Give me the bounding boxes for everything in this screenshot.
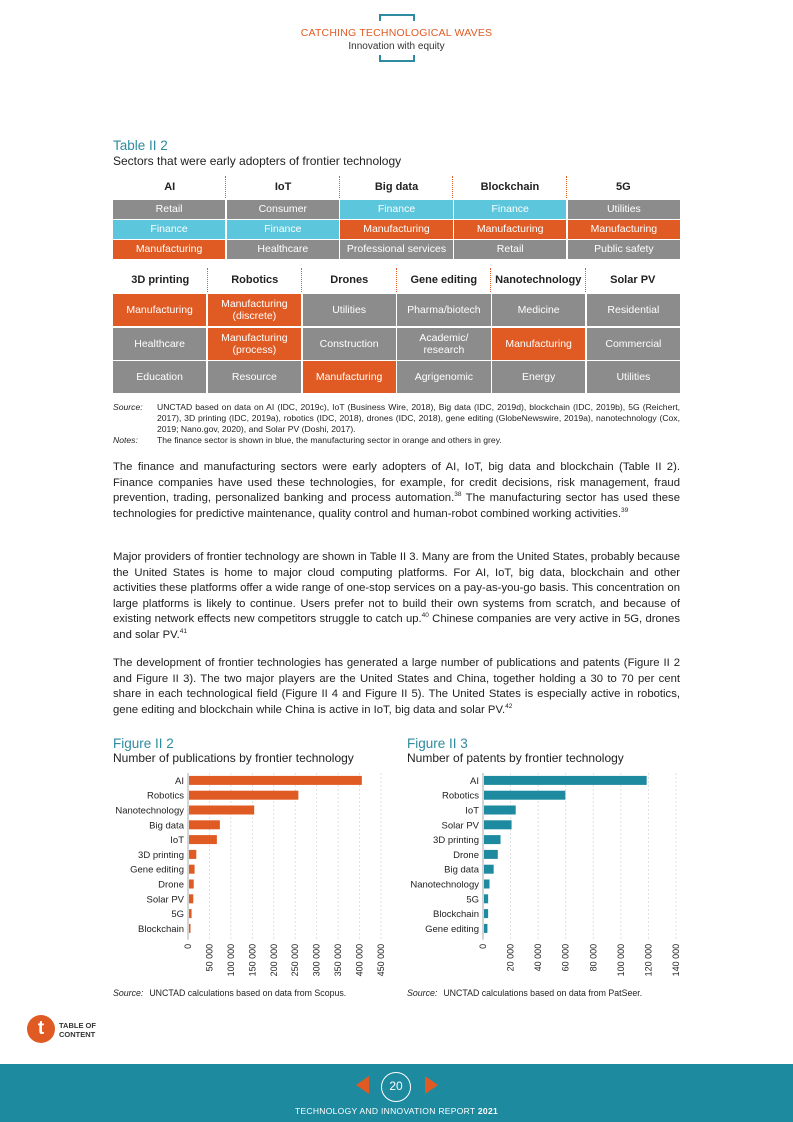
table-cell: Manufacturing [113, 240, 225, 259]
tick-label: 40 000 [533, 943, 544, 972]
tick-label: 120 000 [643, 943, 654, 977]
table-cell: Healthcare [113, 328, 206, 360]
table-cell: Manufacturing (discrete) [208, 294, 301, 326]
table-cell: Finance [113, 220, 225, 239]
table-cell: Finance [227, 220, 339, 239]
footer-report-title [0, 1106, 793, 1116]
category-label: Big data [444, 864, 479, 876]
tick-label: 80 000 [588, 943, 599, 972]
category-label: 5G [171, 909, 184, 921]
table-cell: Commercial [587, 328, 680, 360]
table-cell: Utilities [303, 294, 396, 326]
table-cell: Pharma/biotech [397, 294, 490, 326]
table-cell: Manufacturing [492, 328, 585, 360]
tick-label: 350 000 [333, 943, 344, 977]
bar [484, 880, 490, 889]
table-cell: Finance [454, 200, 566, 219]
tick-label: 200 000 [268, 943, 279, 977]
running-subtitle: Innovation with equity [348, 41, 445, 52]
paragraph-2-text-b: Chinese companies are very active in 5G, drones and solar PV. [113, 613, 680, 641]
publications-bar-chart [105, 768, 390, 983]
category-label: Gene editing [425, 923, 479, 935]
footnote-ref-38[interactable]: 38 [454, 491, 462, 499]
table-header-top-4: 5G [615, 181, 631, 193]
table-cell: Manufacturing [454, 220, 566, 239]
table-top-headers [113, 176, 680, 198]
paragraph-2 [113, 550, 680, 644]
bar [189, 776, 362, 785]
figure-2-source-text: UNCTAD calculations based on data from Scopus. [149, 988, 347, 998]
table-source [113, 402, 680, 446]
tick-label: 0 [183, 943, 193, 949]
tick-label: 400 000 [354, 943, 365, 977]
paragraph-1-text-b: The manufacturing sector has used these technologies for predictive maintenance, quality control and human-robot combined working activities. [113, 492, 680, 520]
table-cell: Retail [454, 240, 566, 259]
table-cell: Education [113, 361, 206, 393]
table-header-bottom-0: 3D printing [113, 268, 208, 292]
toc-label-line-2: CONTENT [59, 1030, 96, 1039]
table-caption: Sectors that were early adopters of frontier technology [113, 154, 402, 168]
table-cell: Professional services [340, 240, 452, 259]
bar [484, 865, 494, 874]
table-cell: Academic/ research [397, 328, 490, 360]
category-label: Drone [158, 879, 184, 891]
bar [484, 894, 488, 903]
table-header-top-3: Blockchain [453, 176, 566, 198]
bar [484, 835, 501, 844]
category-label: Solar PV [146, 894, 184, 906]
bar [189, 791, 298, 800]
paragraph-3 [113, 656, 680, 718]
table-cell: Consumer [227, 200, 339, 219]
bar [484, 806, 516, 815]
tick-label: 60 000 [560, 943, 571, 972]
table-cell: Retail [113, 200, 225, 219]
figure-3-source-key: Source: [407, 988, 438, 998]
header-rule-top [379, 14, 415, 16]
category-label: Robotics [147, 790, 184, 802]
header-rule-bottom [379, 60, 415, 62]
figure-3-source [407, 988, 642, 998]
figure-3-source-text: UNCTAD calculations based on data from PatSeer. [443, 988, 643, 998]
table-header-top-2: Big data [340, 176, 453, 198]
table-notes-text: The finance sector is shown in blue, the manufacturing sector in orange and others in grey. [157, 435, 502, 445]
category-label: Gene editing [130, 864, 184, 876]
table-cell: Manufacturing [303, 361, 396, 393]
tick-label: 250 000 [290, 943, 301, 977]
table-header-bottom-5: Solar PV [610, 274, 656, 286]
table-cell: Energy [492, 361, 585, 393]
table-cell: Utilities [587, 361, 680, 393]
table-header-bottom-1: Robotics [208, 268, 303, 292]
bar [189, 835, 217, 844]
table-label: Table II 2 [113, 138, 168, 153]
bar [484, 924, 487, 933]
figure-2-label: Figure II 2 [113, 736, 174, 751]
bar [189, 820, 220, 829]
figure-2-source [113, 988, 346, 998]
footer-report-year: 2021 [477, 1106, 499, 1116]
footer-report-name: TECHNOLOGY AND INNOVATION REPORT [294, 1106, 476, 1116]
bar [484, 850, 498, 859]
category-label: 5G [466, 894, 479, 906]
table-source-text: UNCTAD based on data on AI (IDC, 2019c), IoT (Business Wire, 2018), Big data (IDC, 2019d), blockchain (IDC, 2019b), 5G (Reichert, 2017), 3D printing (IDC, 2019a), robotics (IDC, 2018), drones (IDC, 2018), gene editing (GlobeNewswire, 2019a), nanotechnology (Cox, 2019; Nano.gov, 2020), and Solar PV (Doshi, 2017). [157, 402, 680, 434]
table-cell: Utilities [568, 200, 680, 219]
category-label: Nanotechnology [410, 879, 479, 891]
tick-label: 150 000 [247, 943, 258, 977]
bar [189, 865, 195, 874]
footnote-ref-40[interactable]: 40 [421, 612, 429, 620]
paragraph-3-text: The development of frontier technologies has generated a large number of publications and patents (Figure II 2 and Figure II 3). The two major players are the United States and China, together holding a 30 to 70 per cent share in each technological field (Figure II 4 and Figure II 5). The United States is especially active in robotics, gene editing and blockchain while China is active in IoT, big data and solar PV. [113, 657, 680, 716]
table-cell: Construction [303, 328, 396, 360]
category-label: Solar PV [441, 820, 479, 832]
category-label: IoT [170, 835, 184, 847]
patents-bar-chart [400, 768, 685, 983]
figure-2-source-key: Source: [113, 988, 144, 998]
bar [189, 924, 191, 933]
footnote-ref-42[interactable]: 42 [505, 703, 513, 711]
category-label: AI [470, 775, 479, 787]
tick-label: 100 000 [225, 943, 236, 977]
bar [189, 909, 192, 918]
table-cell: Manufacturing [113, 294, 206, 326]
tick-label: 0 [478, 943, 488, 949]
category-label: Robotics [442, 790, 479, 802]
category-label: Big data [149, 820, 184, 832]
table-cell: Public safety [568, 240, 680, 259]
table-notes-key: Notes: [113, 435, 138, 445]
category-label: AI [175, 775, 184, 787]
table-header-bottom-3: Gene editing [397, 268, 492, 292]
table-cell: Agrigenomic [397, 361, 490, 393]
paragraph-1-text-a: The finance and manufacturing sectors were early adopters of AI, IoT, big data and blockchain (Table II 2). Finance companies have used these technologies, for example, for credit decisions, risk management, fraud prevention, trading, personalized banking and process automation. [113, 461, 680, 505]
previous-page-arrow-icon[interactable] [356, 1076, 369, 1094]
table-cell: Manufacturing [340, 220, 452, 239]
footnote-ref-39[interactable]: 39 [621, 507, 629, 515]
table-cell: Resource [208, 361, 301, 393]
figure-3-label: Figure II 3 [407, 736, 468, 751]
category-label: IoT [465, 805, 479, 817]
category-label: 3D printing [433, 835, 479, 847]
table-cell: Finance [340, 200, 452, 219]
footnote-ref-41[interactable]: 41 [179, 628, 188, 636]
table-of-content-icon[interactable]: t [27, 1015, 55, 1043]
bar [189, 894, 193, 903]
table-bottom-headers [113, 268, 680, 292]
table-cell: Manufacturing (process) [208, 328, 301, 360]
category-label: Nanotechnology [115, 805, 184, 817]
tick-label: 100 000 [615, 943, 626, 977]
table-cell: Healthcare [227, 240, 339, 259]
table-header-bottom-4: Nanotechnology [491, 268, 586, 292]
table-header-bottom-2: Drones [302, 268, 397, 292]
tick-label: 50 000 [204, 943, 215, 972]
table-header-top-1: IoT [226, 176, 339, 198]
figure-2-caption: Number of publications by frontier technology [113, 751, 354, 765]
page-number: 20 [381, 1072, 411, 1102]
tick-label: 20 000 [505, 943, 516, 972]
bar [484, 820, 512, 829]
tick-label: 140 000 [671, 943, 681, 977]
category-label: 3D printing [138, 849, 184, 861]
running-title: CATCHING TECHNOLOGICAL WAVES [300, 27, 493, 39]
paragraph-1 [113, 460, 680, 522]
paragraph-2-text-a: Major providers of frontier technology are shown in Table II 3. Many are from the United States, probably because the United States is home to major cloud computing platforms. For AI, IoT, big data, blockchain and other activities these platforms offer a wide range of one-stop services on a pay-as-you-go basis. This concentration on large platforms is likely to continue. Users prefer not to build their own systems from scratch, and because of existing network effects new competitors struggle to catch up. [113, 551, 680, 626]
bar [484, 791, 565, 800]
bar [484, 776, 647, 785]
figure-3-caption: Number of patents by frontier technology [407, 751, 624, 765]
category-label: Blockchain [138, 923, 184, 935]
category-label: Blockchain [433, 909, 479, 921]
bar [484, 909, 488, 918]
category-label: Drone [453, 849, 479, 861]
table-top-grid [113, 200, 680, 259]
table-source-key: Source: [113, 402, 143, 412]
toc-label-line-1: TABLE OF [59, 1021, 96, 1030]
table-bottom-grid [113, 294, 680, 393]
bar [189, 880, 194, 889]
next-page-arrow-icon[interactable] [425, 1076, 438, 1094]
table-of-content-link[interactable] [59, 1021, 96, 1039]
bar [189, 806, 254, 815]
table-header-top-0: AI [113, 176, 226, 198]
tick-label: 300 000 [311, 943, 322, 977]
tick-label: 450 000 [376, 943, 386, 977]
table-cell: Medicine [492, 294, 585, 326]
bar [189, 850, 196, 859]
table-cell: Residential [587, 294, 680, 326]
table-cell: Manufacturing [568, 220, 680, 239]
